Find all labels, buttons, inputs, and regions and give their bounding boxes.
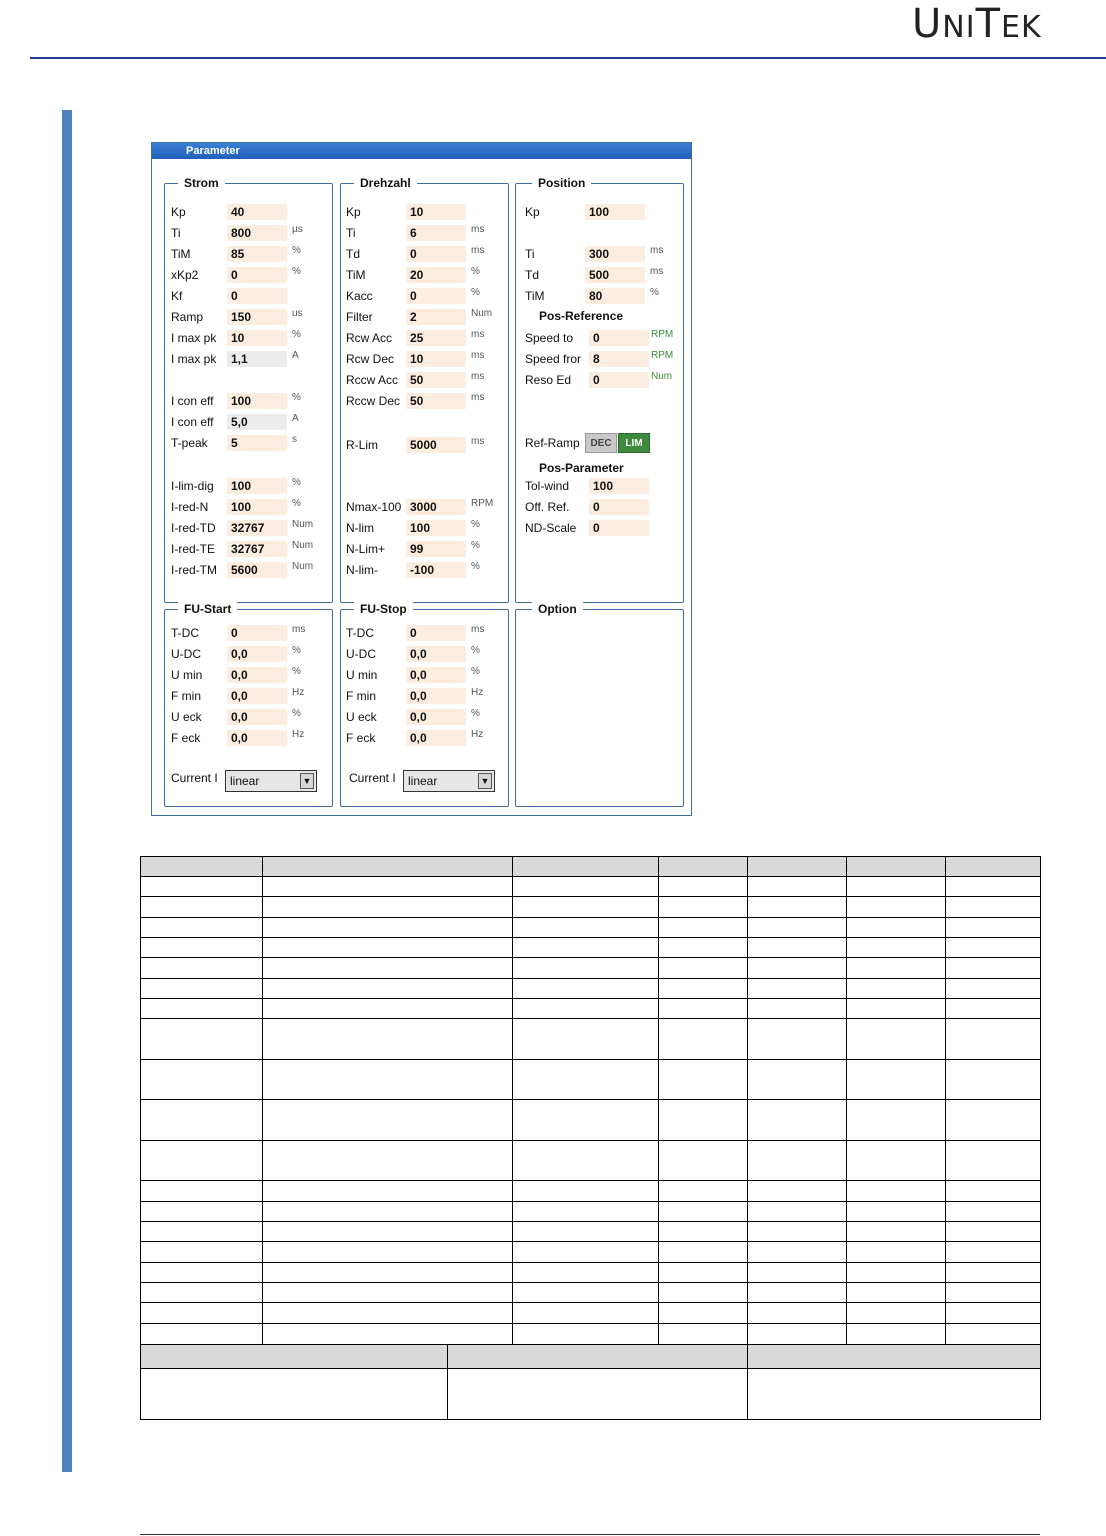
param-unit: Num — [471, 308, 493, 319]
param-row — [346, 330, 506, 346]
param-unit: % — [471, 561, 480, 572]
param-unit: us — [292, 308, 303, 319]
table-vline — [747, 856, 748, 1344]
select-value: linear — [230, 774, 260, 788]
param-unit: % — [292, 708, 301, 719]
param-value[interactable]: 10 — [227, 330, 287, 346]
table-hline — [140, 1140, 1041, 1141]
param-unit: Num — [292, 519, 314, 530]
table-hline — [140, 1059, 1041, 1060]
param-row — [346, 688, 506, 704]
param-row — [346, 709, 506, 725]
param-row — [171, 225, 331, 241]
param-label: Ti — [525, 247, 535, 261]
param-label: U-DC — [171, 647, 201, 661]
option-group-label: Option — [532, 602, 583, 616]
dropdown-arrow-icon[interactable]: ▼ — [478, 773, 492, 789]
param-value[interactable]: 0 — [227, 625, 287, 641]
param-label: T-peak — [171, 436, 208, 450]
param-unit: ms — [471, 350, 485, 361]
param-row — [525, 204, 681, 220]
param-value[interactable]: 0 — [227, 267, 287, 283]
param-row — [525, 288, 681, 304]
param-unit: ms — [471, 624, 485, 635]
param-row — [346, 667, 506, 683]
param-unit: ms — [471, 436, 485, 447]
table-hline — [140, 1241, 1041, 1242]
param-label: F min — [171, 689, 201, 703]
table-hline — [140, 896, 1041, 897]
param-label: F min — [346, 689, 376, 703]
param-value[interactable]: 80 — [585, 288, 645, 304]
param-value[interactable]: 100 — [227, 393, 287, 409]
param-row — [171, 330, 331, 346]
param-value[interactable]: 100 — [585, 204, 645, 220]
param-row — [171, 204, 331, 220]
dec-button[interactable]: DEC — [585, 433, 617, 453]
param-unit: % — [292, 329, 301, 340]
param-unit: µs — [292, 224, 303, 235]
param-value[interactable]: 100 — [406, 520, 466, 536]
table-vline — [945, 856, 946, 1344]
param-value[interactable]: 0 — [589, 330, 649, 346]
param-value[interactable]: 0,0 — [406, 709, 466, 725]
param-unit: % — [292, 245, 301, 256]
unitek-logo: UNITEK — [912, 1, 1042, 47]
param-unit: % — [471, 519, 480, 530]
header-rule — [30, 57, 1106, 59]
param-label: U eck — [171, 710, 202, 724]
param-label: N-lim — [346, 521, 374, 535]
param-unit: % — [292, 645, 301, 656]
table-hline — [140, 957, 1041, 958]
param-label: xKp2 — [171, 268, 199, 282]
param-row — [346, 351, 506, 367]
param-row — [525, 520, 681, 536]
param-label: Ti — [346, 226, 356, 240]
param-value[interactable]: 5600 — [227, 562, 287, 578]
param-label: Rcw Acc — [346, 331, 393, 345]
param-unit: % — [471, 708, 480, 719]
table-vline — [512, 856, 513, 1344]
param-unit: ms — [650, 266, 664, 277]
param-value[interactable]: 0 — [406, 625, 466, 641]
param-row — [171, 520, 331, 536]
table-hline — [140, 998, 1041, 999]
table-vline — [846, 856, 847, 1344]
param-value[interactable]: 100 — [227, 478, 287, 494]
param-label: I-red-N — [171, 500, 209, 514]
param-label: U min — [346, 668, 378, 682]
param-row — [346, 541, 506, 557]
table-vline — [1040, 856, 1041, 1420]
param-label: ND-Scale — [525, 521, 577, 535]
param-value[interactable]: 40 — [227, 204, 287, 220]
option-group — [515, 609, 684, 807]
table-hline — [140, 1180, 1041, 1181]
param-label: Rccw Acc — [346, 373, 399, 387]
param-value[interactable]: 32767 — [227, 520, 287, 536]
param-unit: % — [471, 645, 480, 656]
parameter-window — [151, 142, 692, 816]
param-row — [171, 667, 331, 683]
param-row — [525, 330, 681, 346]
pos-parameter-heading: Pos-Parameter — [539, 461, 624, 475]
param-row — [171, 393, 331, 409]
param-unit: ms — [292, 624, 306, 635]
drehzahl-group-label: Drehzahl — [354, 176, 417, 190]
param-unit: Num — [651, 371, 673, 382]
param-row — [525, 478, 681, 494]
table-hline — [140, 1099, 1041, 1100]
param-unit: ms — [471, 371, 485, 382]
param-label: T-DC — [346, 626, 374, 640]
param-label: TiM — [346, 268, 366, 282]
param-value[interactable]: 6 — [406, 225, 466, 241]
lim-button[interactable]: LIM — [618, 433, 650, 453]
param-value[interactable]: -100 — [406, 562, 466, 578]
param-value[interactable]: 0 — [227, 288, 287, 304]
param-row — [171, 288, 331, 304]
current-row — [349, 770, 409, 786]
param-value[interactable]: 2 — [406, 309, 466, 325]
param-value: 1,1 — [227, 351, 287, 367]
param-value[interactable]: 800 — [227, 225, 287, 241]
param-value[interactable]: 0,0 — [406, 667, 466, 683]
param-label: Speed fror — [525, 352, 582, 366]
table-hline — [140, 1262, 1041, 1263]
param-label: I con eff — [171, 394, 214, 408]
param-value[interactable]: 10 — [406, 351, 466, 367]
param-row — [346, 625, 506, 641]
fu-start-group-label: FU-Start — [178, 602, 237, 616]
table-hline — [140, 1302, 1041, 1303]
table-hline — [140, 917, 1041, 918]
param-value[interactable]: 0,0 — [406, 730, 466, 746]
param-label: F eck — [346, 731, 376, 745]
param-row — [171, 730, 331, 746]
param-label: TiM — [525, 289, 545, 303]
param-unit: % — [292, 666, 301, 677]
param-row — [171, 435, 331, 451]
param-label: Kf — [171, 289, 183, 303]
param-label: Off. Ref. — [525, 500, 570, 514]
param-value[interactable]: 100 — [589, 478, 649, 494]
param-row — [171, 246, 331, 262]
param-value[interactable]: 0,0 — [227, 646, 287, 662]
param-unit: Hz — [471, 687, 484, 698]
param-row — [171, 351, 331, 367]
param-unit: % — [471, 666, 480, 677]
param-label: Kp — [171, 205, 186, 219]
param-value[interactable]: 0,0 — [227, 709, 287, 725]
table-vline — [747, 1344, 748, 1420]
table-hline — [140, 937, 1041, 938]
table-hline — [140, 1323, 1041, 1324]
param-unit: ms — [650, 245, 664, 256]
param-label: Kp — [346, 205, 361, 219]
param-unit: Hz — [292, 729, 305, 740]
table-header-row — [140, 856, 1041, 876]
position-group-label: Position — [532, 176, 591, 190]
param-unit: % — [292, 477, 301, 488]
param-value[interactable]: 5 — [227, 435, 287, 451]
table-hline — [140, 1018, 1041, 1019]
param-label: I-red-TE — [171, 542, 216, 556]
window-body — [154, 159, 689, 813]
table-hline — [140, 978, 1041, 979]
fu-stop-group-label: FU-Stop — [354, 602, 413, 616]
param-label: Rcw Dec — [346, 352, 395, 366]
param-label: Tol-wind — [525, 479, 570, 493]
param-value[interactable]: 50 — [406, 393, 466, 409]
param-label: Reso Ed — [525, 373, 572, 387]
param-label: U-DC — [346, 647, 376, 661]
param-value[interactable]: 0,0 — [406, 688, 466, 704]
param-label: Ramp — [171, 310, 204, 324]
param-label: T-DC — [171, 626, 199, 640]
param-label: Kp — [525, 205, 540, 219]
param-unit: Num — [292, 561, 314, 572]
param-value[interactable]: 0 — [589, 520, 649, 536]
param-label: Nmax-100 — [346, 500, 402, 514]
table-hline — [140, 1368, 1041, 1369]
param-label: F eck — [171, 731, 201, 745]
param-row — [171, 309, 331, 325]
param-value[interactable]: 25 — [406, 330, 466, 346]
param-row — [346, 646, 506, 662]
param-value[interactable]: 0 — [589, 499, 649, 515]
param-unit: % — [292, 266, 301, 277]
param-unit: ms — [471, 392, 485, 403]
param-row — [525, 246, 681, 262]
param-label: I max pk — [171, 331, 217, 345]
param-row — [171, 562, 331, 578]
window-title: Parameter — [152, 143, 691, 159]
param-row — [346, 393, 506, 409]
param-unit: ms — [471, 224, 485, 235]
param-row — [346, 309, 506, 325]
table-hline — [140, 1201, 1041, 1202]
pos-reference-heading: Pos-Reference — [539, 309, 624, 323]
dropdown-arrow-icon[interactable]: ▼ — [300, 773, 314, 789]
current-label: Current I — [171, 771, 218, 785]
param-unit: A — [292, 413, 299, 424]
param-value: 5,0 — [227, 414, 287, 430]
param-row — [346, 562, 506, 578]
current-label: Current I — [349, 771, 396, 785]
param-row — [346, 437, 506, 453]
param-row — [171, 267, 331, 283]
param-value[interactable]: 8 — [589, 351, 649, 367]
param-row — [346, 372, 506, 388]
param-value[interactable]: 32767 — [227, 541, 287, 557]
param-row — [171, 646, 331, 662]
param-unit: A — [292, 350, 299, 361]
param-label: R-Lim — [346, 438, 378, 452]
param-unit: % — [471, 287, 480, 298]
param-value[interactable]: 0,0 — [406, 646, 466, 662]
param-value[interactable]: 0,0 — [227, 688, 287, 704]
param-value[interactable]: 0 — [589, 372, 649, 388]
table-vline — [447, 1344, 448, 1420]
param-unit: Hz — [471, 729, 484, 740]
param-value[interactable]: 0 — [406, 246, 466, 262]
param-value[interactable]: 0 — [406, 288, 466, 304]
param-row — [525, 351, 681, 367]
param-value[interactable]: 10 — [406, 204, 466, 220]
table-hline — [140, 1344, 1041, 1345]
param-row — [346, 225, 506, 241]
select-value: linear — [408, 774, 438, 788]
fu-start-current-select[interactable] — [225, 770, 317, 792]
param-label: Kacc — [346, 289, 373, 303]
param-unit: % — [650, 287, 659, 298]
param-row — [525, 267, 681, 283]
param-row — [171, 478, 331, 494]
param-value[interactable]: 3000 — [406, 499, 466, 515]
param-label: I con eff — [171, 415, 214, 429]
param-row — [346, 499, 506, 515]
param-row — [171, 625, 331, 641]
param-unit: % — [471, 540, 480, 551]
strom-group-label: Strom — [178, 176, 225, 190]
table-vline — [262, 856, 263, 1344]
param-unit: % — [292, 392, 301, 403]
param-row — [346, 288, 506, 304]
param-value[interactable]: 85 — [227, 246, 287, 262]
param-unit: RPM — [651, 329, 674, 340]
param-row — [171, 688, 331, 704]
param-label: N-lim- — [346, 563, 378, 577]
param-label: Filter — [346, 310, 373, 324]
table-vline — [658, 856, 659, 1344]
empty-table — [140, 856, 1041, 1420]
param-unit: RPM — [471, 498, 494, 509]
param-row — [346, 246, 506, 262]
param-value[interactable]: 0,0 — [227, 667, 287, 683]
param-label: I-red-TM — [171, 563, 217, 577]
table-hline — [140, 856, 1041, 857]
param-value[interactable]: 150 — [227, 309, 287, 325]
param-unit: RPM — [651, 350, 674, 361]
table-hline — [140, 1419, 1041, 1420]
param-unit: % — [471, 266, 480, 277]
param-value[interactable]: 0,0 — [227, 730, 287, 746]
param-unit: Hz — [292, 687, 305, 698]
param-row — [525, 499, 681, 515]
param-value[interactable]: 50 — [406, 372, 466, 388]
param-label: Ti — [171, 226, 181, 240]
param-value[interactable]: 99 — [406, 541, 466, 557]
param-unit: s — [292, 434, 297, 445]
table-hline — [140, 876, 1041, 877]
param-unit: ms — [471, 245, 485, 256]
param-unit: % — [292, 498, 301, 509]
param-unit: ms — [471, 329, 485, 340]
table-vline — [140, 856, 141, 1420]
param-label: TiM — [171, 247, 191, 261]
side-accent-bar — [62, 110, 72, 1472]
param-label: U eck — [346, 710, 377, 724]
param-row — [346, 204, 506, 220]
param-label: I-red-TD — [171, 521, 216, 535]
param-label: Speed to — [525, 331, 574, 345]
table-subheader-row — [140, 1344, 1041, 1368]
param-value[interactable]: 100 — [227, 499, 287, 515]
param-row — [171, 414, 331, 430]
param-row — [171, 499, 331, 515]
param-row — [346, 267, 506, 283]
param-row — [525, 372, 681, 388]
param-value[interactable]: 20 — [406, 267, 466, 283]
param-row — [346, 730, 506, 746]
param-value[interactable]: 500 — [585, 267, 645, 283]
current-row — [171, 770, 231, 786]
ref-ramp-label: Ref-Ramp — [525, 436, 580, 450]
param-label: N-Lim+ — [346, 542, 386, 556]
param-label: Td — [525, 268, 540, 282]
param-label: Td — [346, 247, 361, 261]
param-label: U min — [171, 668, 203, 682]
param-row — [171, 541, 331, 557]
param-unit: Num — [292, 540, 314, 551]
param-label: I-lim-dig — [171, 479, 214, 493]
param-value[interactable]: 300 — [585, 246, 645, 262]
param-label: I max pk — [171, 352, 217, 366]
param-row — [346, 520, 506, 536]
table-hline — [140, 1282, 1041, 1283]
param-value[interactable]: 5000 — [406, 437, 466, 453]
param-label: Rccw Dec — [346, 394, 401, 408]
footer-rule — [140, 1534, 1040, 1535]
param-row — [171, 709, 331, 725]
table-hline — [140, 1221, 1041, 1222]
fu-stop-current-select[interactable] — [403, 770, 495, 792]
